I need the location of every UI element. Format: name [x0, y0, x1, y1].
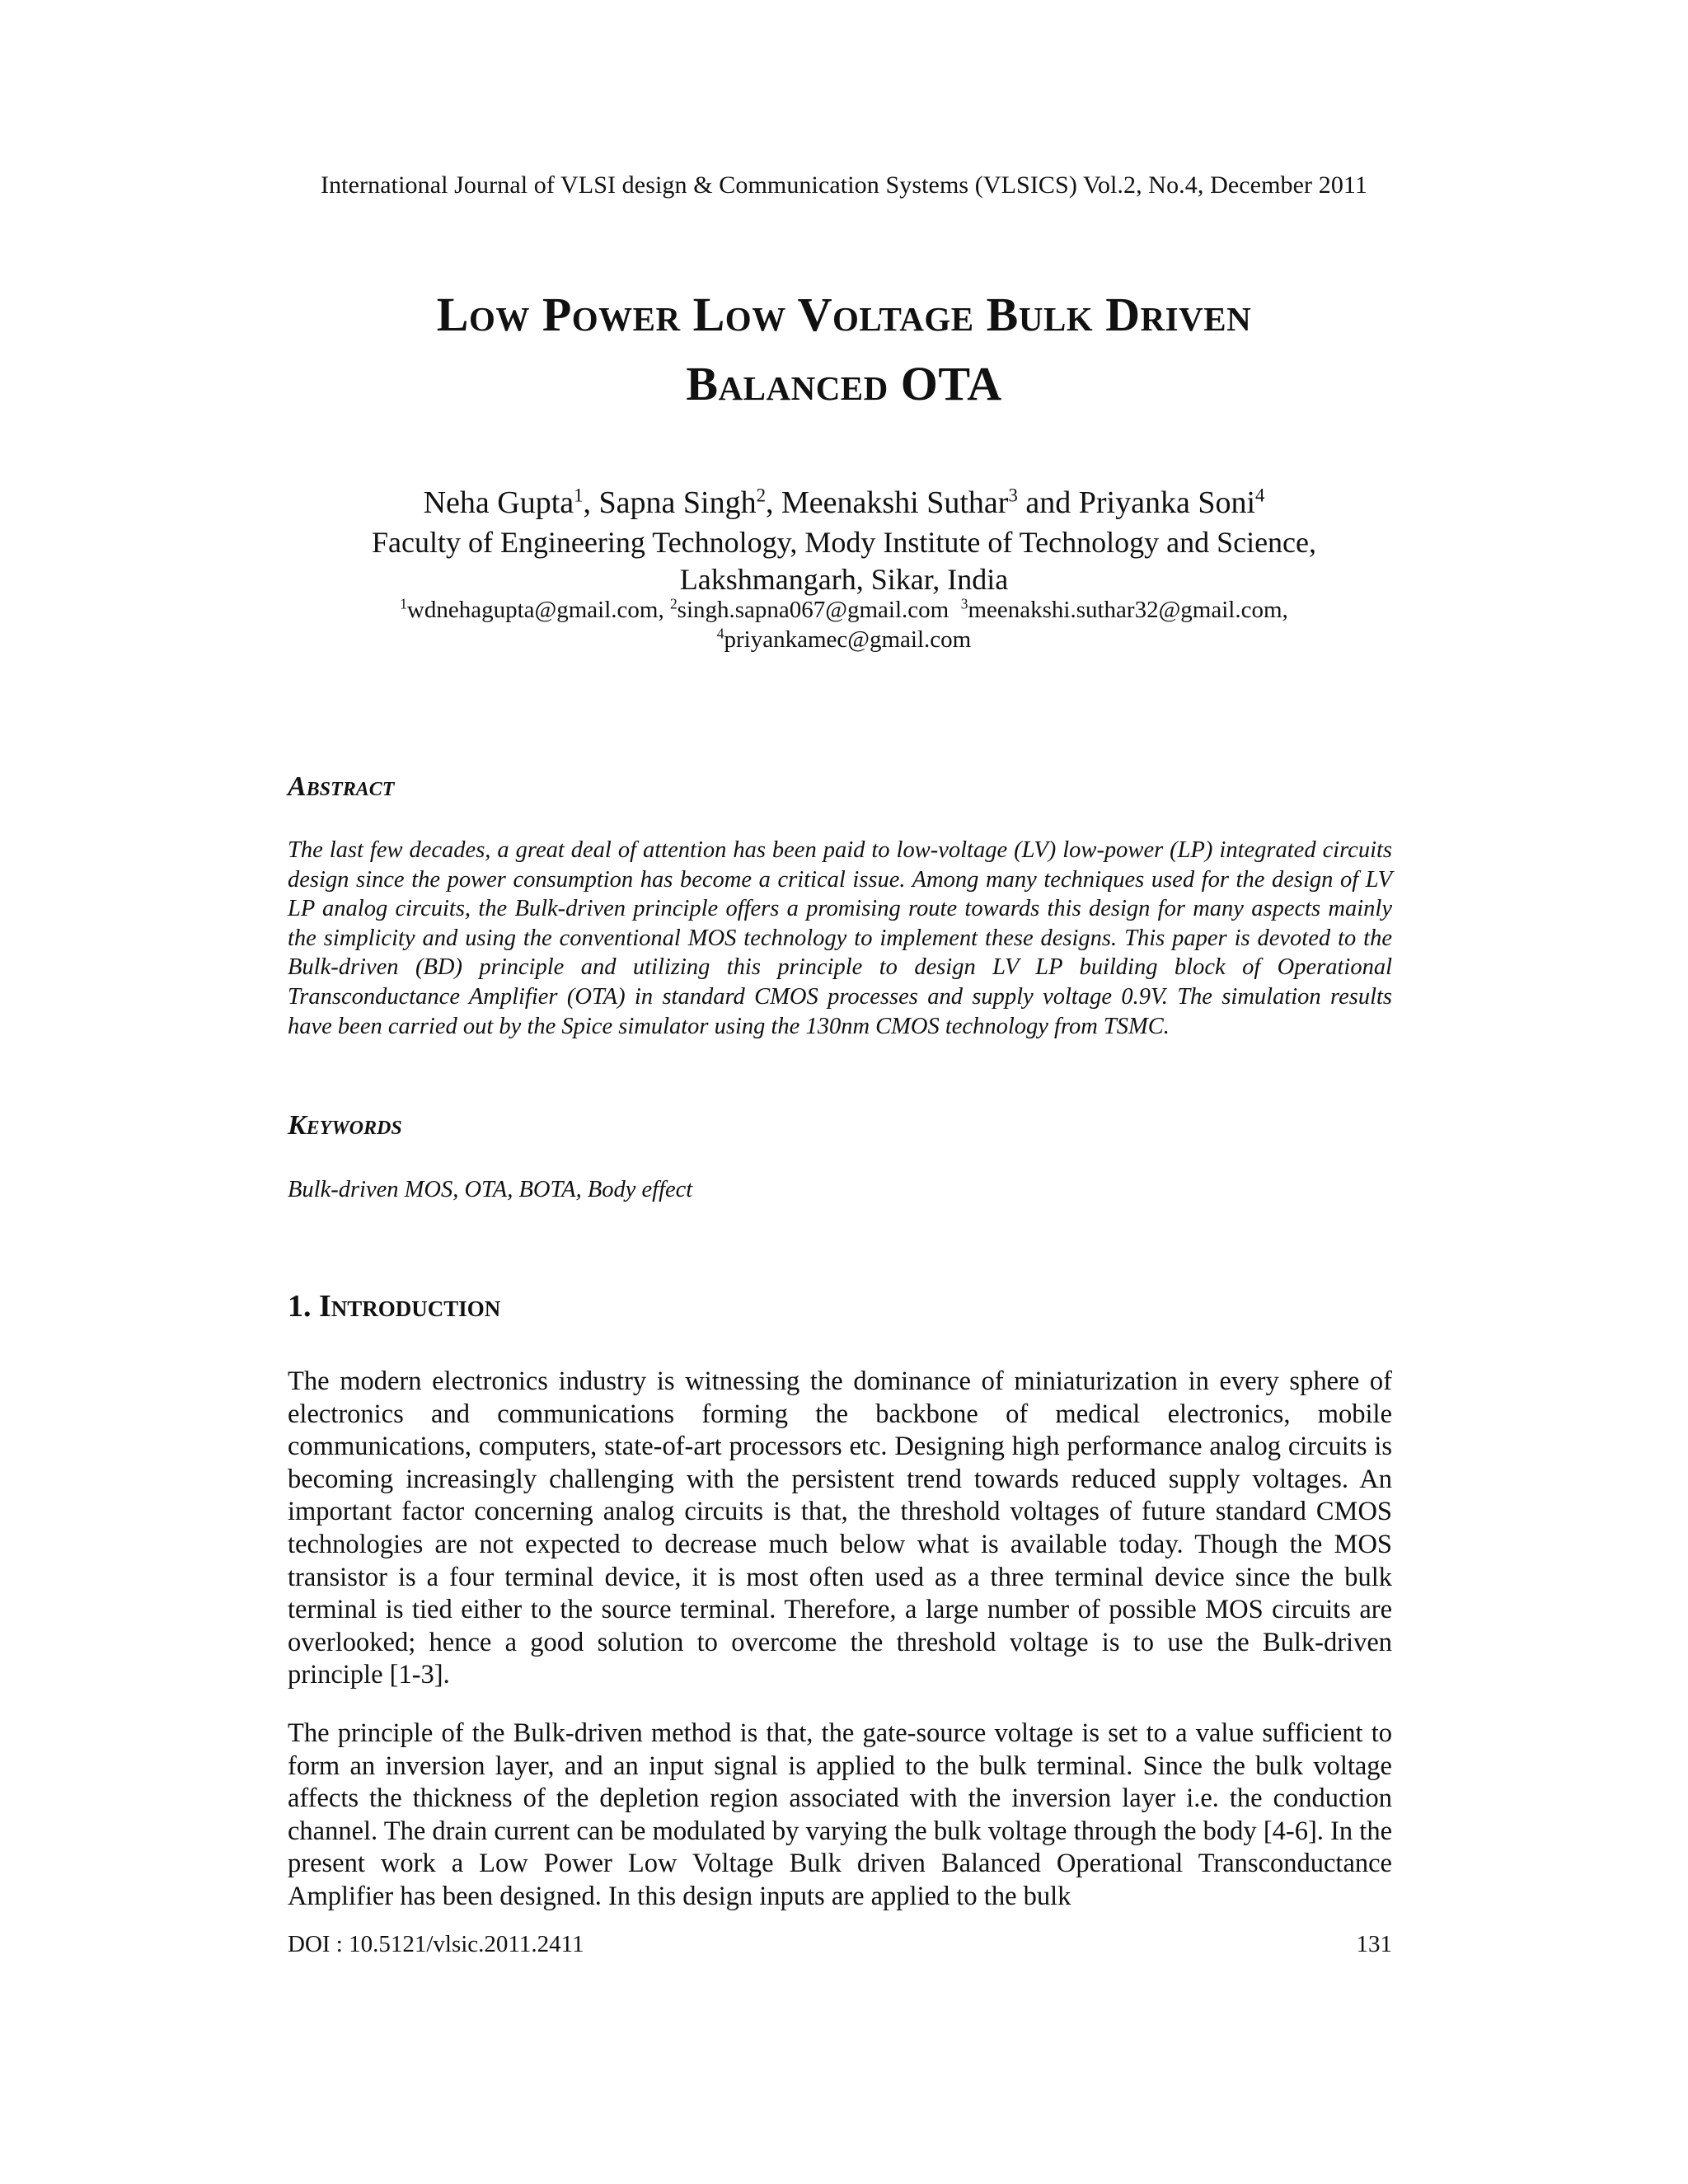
affiliation-line-2: Lakshmangarh, Sikar, India	[679, 563, 1009, 596]
email-mark: 4	[716, 625, 724, 642]
author-name: Meenakshi Suthar	[781, 485, 1009, 520]
keywords-text: Bulk-driven MOS, OTA, BOTA, Body effect	[288, 1177, 693, 1202]
journal-running-header: International Journal of VLSI design & Communication Systems (VLSICS) Vol.2, No.4, December 2011	[320, 171, 1368, 199]
author-affiliation-mark: 3	[1008, 485, 1018, 506]
author-name: Neha Gupta	[423, 485, 574, 520]
email-mark: 1	[400, 595, 407, 612]
email-link[interactable]: singh.sapna067@gmail.com	[677, 597, 950, 623]
author-name: Priyanka Soni	[1078, 485, 1256, 520]
email-line-2	[0, 625, 1688, 654]
author-name: Sapna Singh	[598, 485, 757, 520]
introduction-paragraph-2: The principle of the Bulk-driven method is that, the gate-source voltage is set to a value sufficient to form an inversion layer, and an input signal is applied to the bulk terminal. Since the bulk voltage affects the thickness of the depletion region associated with the inversion layer i.e. the conduction channel. The drain current can be modulated by varying the bulk voltage through the body [4-6]. In the present work a Low Power Low Voltage Bulk driven Balanced Operational Transconductance Amplifier has been designed. In this design inputs are applied to the bulk	[288, 1718, 1392, 1911]
doi-footer[interactable]: DOI : 10.5121/vlsic.2011.2411	[288, 1931, 584, 1957]
introduction-heading: 1. Introduction	[288, 1289, 501, 1324]
author-separator: ,	[766, 485, 781, 520]
email-mark: 3	[960, 595, 968, 612]
author-separator: ,	[583, 485, 599, 520]
author-separator: and	[1017, 485, 1079, 520]
email-link[interactable]: wdnehagupta@gmail.com,	[406, 597, 664, 623]
author-affiliation-mark: 1	[574, 485, 584, 506]
email-line-1	[0, 595, 1688, 625]
author-affiliation-mark: 4	[1255, 485, 1265, 506]
email-mark: 2	[669, 595, 678, 612]
email-link[interactable]: priyankamec@gmail.com	[724, 626, 972, 653]
affiliation-line-1: Faculty of Engineering Technology, Mody Institute of Technology and Science,	[371, 526, 1317, 559]
affiliation	[0, 524, 1688, 598]
abstract-text: The last few decades, a great deal of attention has been paid to low-voltage (LV) low-power (LP) integrated circuits design since the power consumption has become a critical issue. Among many techniques used for the design of LV LP analog circuits, the Bulk-driven principle offers a promising route towards this design for many aspects mainly the simplicity and using the conventional MOS technology to implement these designs. This paper is devoted to the Bulk-driven (BD) principle and utilizing this principle to design LV LP building block of Operational Transconductance Amplifier (OTA) in standard CMOS processes and supply voltage 0.9V. The simulation results have been carried out by the Spice simulator using the 130nm CMOS technology from TSMC.	[288, 837, 1392, 1039]
abstract-heading: Abstract	[288, 771, 395, 802]
title-line-1: Low Power Low Voltage Bulk Driven	[436, 288, 1252, 341]
author-emails	[0, 595, 1688, 654]
introduction-paragraph-1: The modern electronics industry is witnessing the dominance of miniaturization in every sphere of electronics and communications forming the backbone of medical electronics, mobile communications, computers, state-of-art processors etc. Designing high performance analog circuits is becoming increasingly challenging with the persistent trend towards reduced supply voltages. An important factor concerning analog circuits is that, the threshold voltages of future standard CMOS technologies are not expected to decrease much below what is available today. Though the MOS transistor is a four terminal device, it is most often used as a three terminal device since the bulk terminal is tied either to the source terminal. Therefore, a large number of possible MOS circuits are overlooked; hence a good solution to overcome the threshold voltage is to use the Bulk-driven principle [1-3].	[288, 1366, 1392, 1690]
email-link[interactable]: meenakshi.suthar32@gmail.com,	[968, 597, 1288, 623]
title-line-2: Balanced OTA	[686, 357, 1002, 410]
author-affiliation-mark: 2	[756, 485, 766, 506]
author-list	[0, 485, 1688, 521]
paper-title	[0, 280, 1688, 419]
keywords-heading: Keywords	[288, 1110, 402, 1141]
page-number: 131	[1356, 1931, 1392, 1957]
